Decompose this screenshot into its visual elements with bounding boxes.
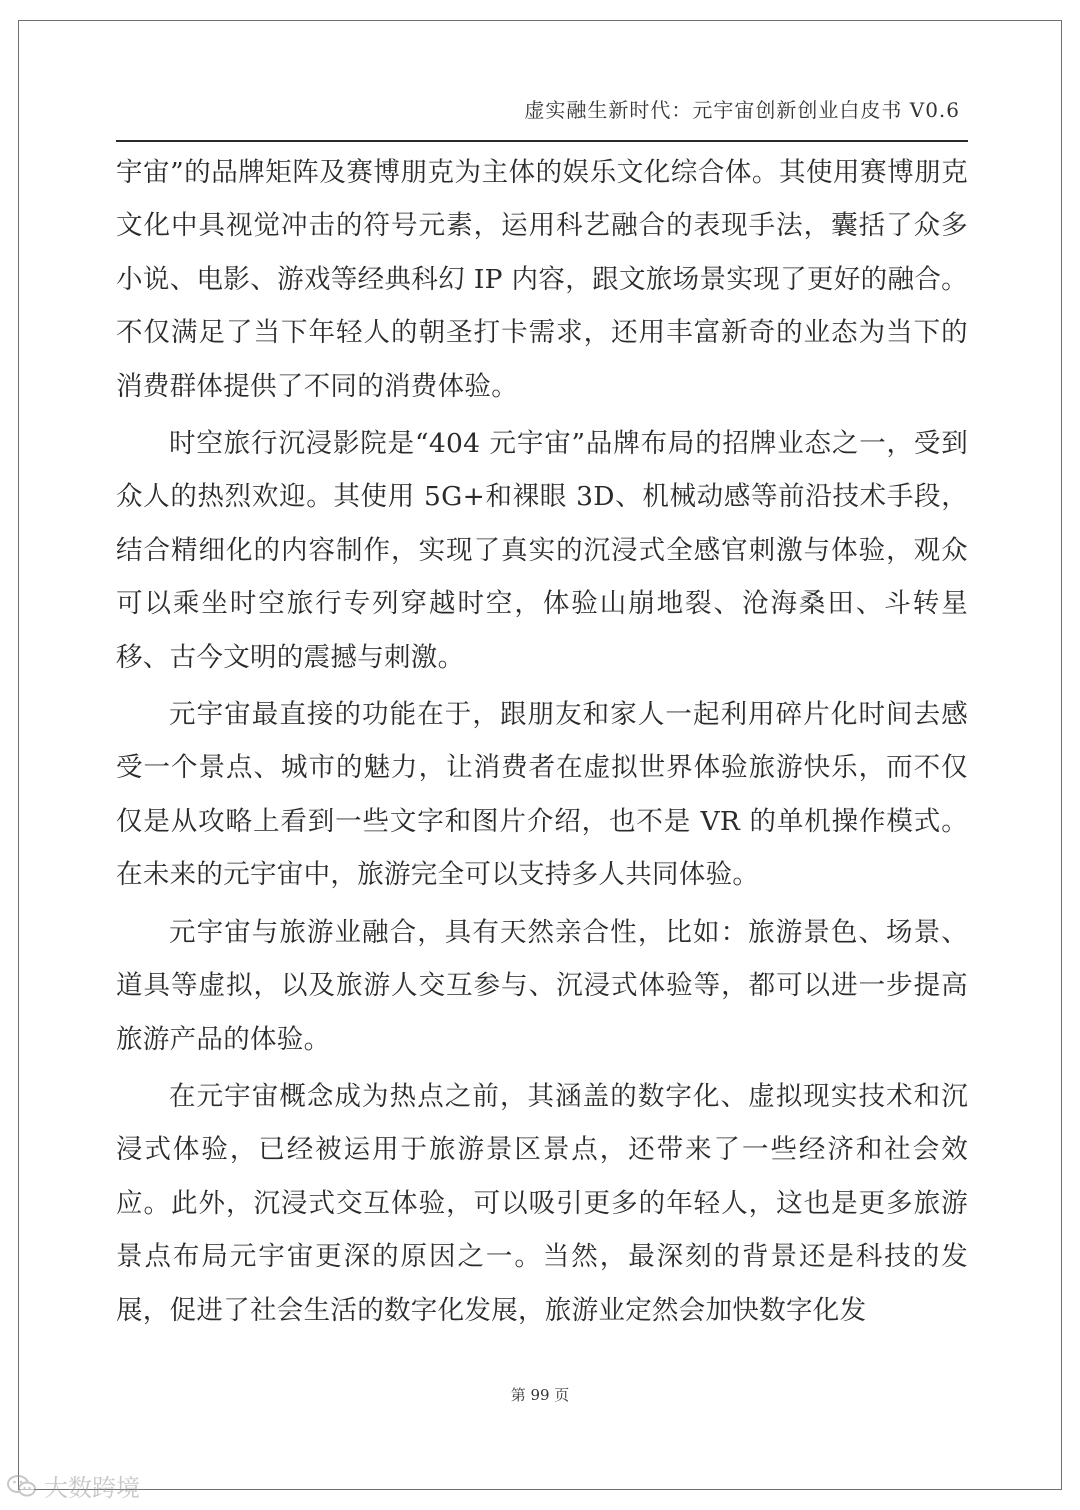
paragraph: 在元宇宙概念成为热点之前，其涵盖的数字化、虚拟现实技术和沉浸式体验，已经被运用于旅游景区景点，还带来了一些经济和社会效应。此外，沉浸式交互体验，可以吸引更多的年轻人，这也是更多旅游景点布局元宇宙更深的原因之一。当然，最深刻的背景还是科技的发展，促进了社会生活的数字化发展，旅游业定然会加快数字化发 <box>116 1080 968 1326</box>
watermark-text: 大数跨境 <box>44 1474 140 1502</box>
wechat-icon <box>6 1473 38 1499</box>
document-header-title: 虚实融生新时代：元宇宙创新创业白皮书 V0.6 <box>524 98 960 122</box>
paragraph: 元宇宙最直接的功能在于，跟朋友和家人一起利用碎片化时间去感受一个景点、城市的魅力，让消费者在虚拟世界体验旅游快乐，而不仅仅是从攻略上看到一些文字和图片介绍，也不是 VR 的单机操作模式。在未来的元宇宙中，旅游完全可以支持多人共同体验。 <box>116 699 968 891</box>
paragraph: 元宇宙与旅游业融合，具有天然亲合性，比如：旅游景色、场景、道具等虚拟，以及旅游人交互参与、沉浸式体验等，都可以进一步提高旅游产品的体验。 <box>116 916 968 1055</box>
document-body <box>116 146 968 1337</box>
paragraph: 宇宙”的品牌矩阵及赛博朋克为主体的娱乐文化综合体。其使用赛博朋克文化中具视觉冲击的符号元素，运用科艺融合的表现手法，囊括了众多小说、电影、游戏等经典科幻 IP 内容，跟文旅场景实现了更好的融合。不仅满足了当下年轻人的朝圣打卡需求，还用丰富新奇的业态为当下的消费群体提供了不同的消费体验。 <box>116 157 968 402</box>
page-number: 第 99 页 <box>510 1386 570 1404</box>
paragraph: 时空旅行沉浸影院是“404 元宇宙”品牌布局的招牌业态之一，受到众人的热烈欢迎。其使用 5G+和裸眼 3D、机械动感等前沿技术手段，结合精细化的内容制作，实现了真实的沉浸式全感官刺激与体验，观众可以乘坐时空旅行专列穿越时空，体验山崩地裂、沧海桑田、斗转星移、古今文明的震撼与刺激。 <box>116 428 968 673</box>
watermark <box>6 1468 140 1503</box>
header-divider <box>116 140 968 142</box>
